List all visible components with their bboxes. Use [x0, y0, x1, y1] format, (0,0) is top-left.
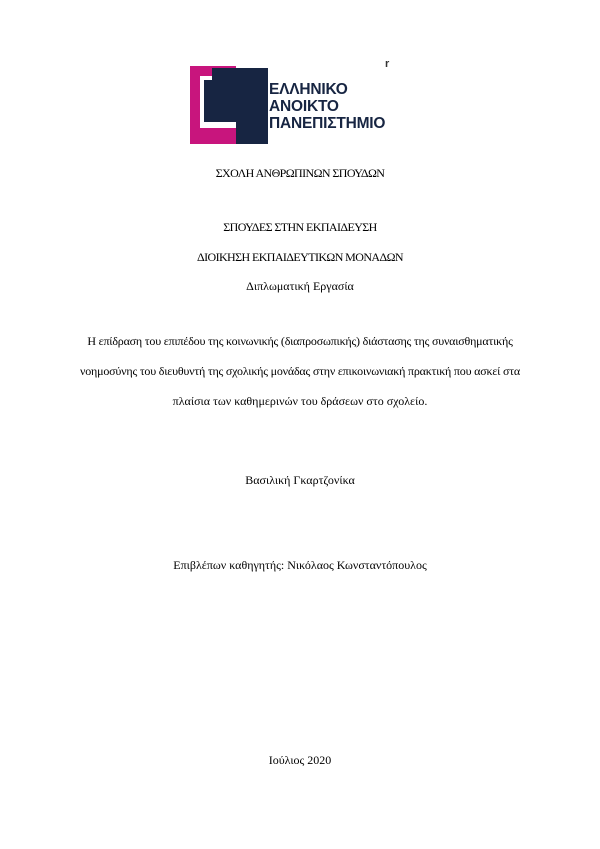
school-name: ΣΧΟΛΗ ΑΝΘΡΩΠΙΝΩΝ ΣΠΟΥΔΩΝ — [215, 166, 385, 180]
program-name: ΣΠΟΥΔΕΣ ΣΤΗΝ ΕΚΠΑΙΔΕΥΣΗ — [223, 220, 377, 234]
stray-mark: r — [385, 58, 390, 70]
university-logo-mark — [190, 66, 268, 144]
submission-date: Ιούλιος 2020 — [268, 753, 332, 767]
track-name: ΔΙΟΙΚΗΣΗ ΕΚΠΑΙΔΕΥΤΙΚΩΝ ΜΟΝΑΔΩΝ — [197, 250, 403, 264]
thesis-title-line-3: πλαίσια των καθημερινών του δράσεων στο σχολείο. — [172, 394, 428, 408]
author-name: Βασιλική Γκαρτζονίκα — [245, 473, 355, 487]
logo-line-3: ΠΑΝΕΠΙΣΤΗΜΙΟ — [269, 115, 386, 132]
logo-line-2: ΑΝΟΙΚΤΟ — [269, 98, 339, 115]
university-logo — [190, 66, 390, 146]
document-type: Διπλωματική Εργασία — [246, 279, 354, 293]
university-logo-wordmark — [269, 81, 385, 132]
thesis-title-line-1: Η επίδραση του επιπέδου της κοινωνικής (διαπροσωπικής) διάστασης της συναισθηματικής — [87, 334, 513, 348]
logo-line-1: ΕΛΛΗΝΙΚΟ — [269, 81, 348, 98]
thesis-title-line-2: νοημοσύνης του διευθυντή της σχολικής μονάδας στην επικοινωνιακή πρακτική που ασκεί στα — [80, 364, 520, 378]
advisor-line: Επιβλέπων καθηγητής: Νικόλαος Κωνσταντόπουλος — [173, 558, 427, 572]
